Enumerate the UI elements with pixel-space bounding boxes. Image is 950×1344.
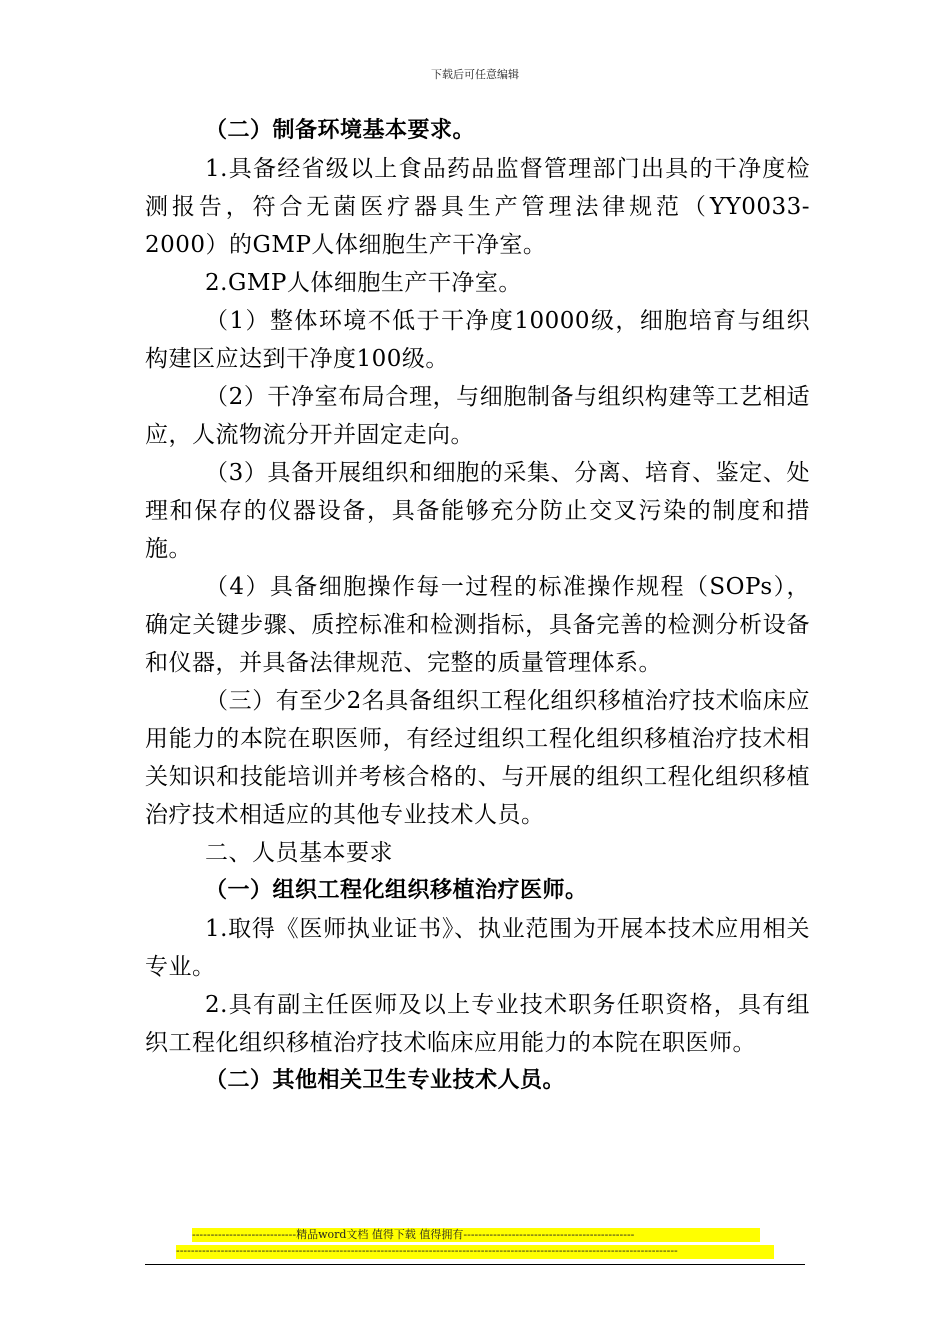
paragraph: （1）整体环境不低于干净度10000级，细胞培育与组织构建区应达到干净度100级。 — [145, 308, 810, 372]
section-heading-personnel: 二、人员基本要求 — [205, 840, 393, 866]
section-heading-physician: （一）组织工程化组织移植治疗医师。 — [205, 878, 588, 903]
paragraph: （4）具备细胞操作每一过程的标准操作规程（SOPs），确定关键步骤、质控标准和检测指标，具备完善的检测分析设备和仪器，并具备法律规范、完整的质量管理体系。 — [145, 574, 810, 676]
footer-dashes: --------------------------------------------------------------------------------------------------------------------------------------- — [176, 1245, 774, 1259]
paragraph: （2）干净室布局合理，与细胞制备与组织构建等工艺相适应，人流物流分开并固定走向。 — [145, 384, 810, 448]
page-header: 下载后可任意编辑 — [431, 68, 519, 81]
footer-divider — [145, 1264, 805, 1265]
paragraph: 2.具有副主任医师及以上专业技术职务任职资格，具有组织工程化组织移植治疗技术临床应用能力的本院在职医师。 — [145, 992, 810, 1056]
document-body — [145, 112, 810, 1100]
paragraph: （3）具备开展组织和细胞的采集、分离、培育、鉴定、处理和保存的仪器设备，具备能够充分防止交叉污染的制度和措施。 — [145, 460, 810, 562]
footer-banner: ----------------------------精品word文档 值得下载 值得拥有---------------------------------------------- — [192, 1228, 760, 1242]
paragraph: 1.具备经省级以上食品药品监督管理部门出具的干净度检测报告，符合无菌医疗器具生产管理法律规范（YY0033-2000）的GMP人体细胞生产干净室。 — [145, 156, 810, 258]
section-heading-environment: （二）制备环境基本要求。 — [205, 118, 476, 143]
paragraph: 2.GMP人体细胞生产干净室。 — [205, 270, 522, 296]
section-heading-other-staff: （二）其他相关卫生专业技术人员。 — [205, 1068, 566, 1093]
paragraph: 1.取得《医师执业证书》、执业范围为开展本技术应用相关专业。 — [145, 916, 810, 980]
paragraph: （三）有至少2名具备组织工程化组织移植治疗技术临床应用能力的本院在职医师，有经过组织工程化组织移植治疗技术相关知识和技能培训并考核合格的、与开展的组织工程化组织移植治疗技术相适应的其他专业技术人员。 — [145, 688, 810, 828]
